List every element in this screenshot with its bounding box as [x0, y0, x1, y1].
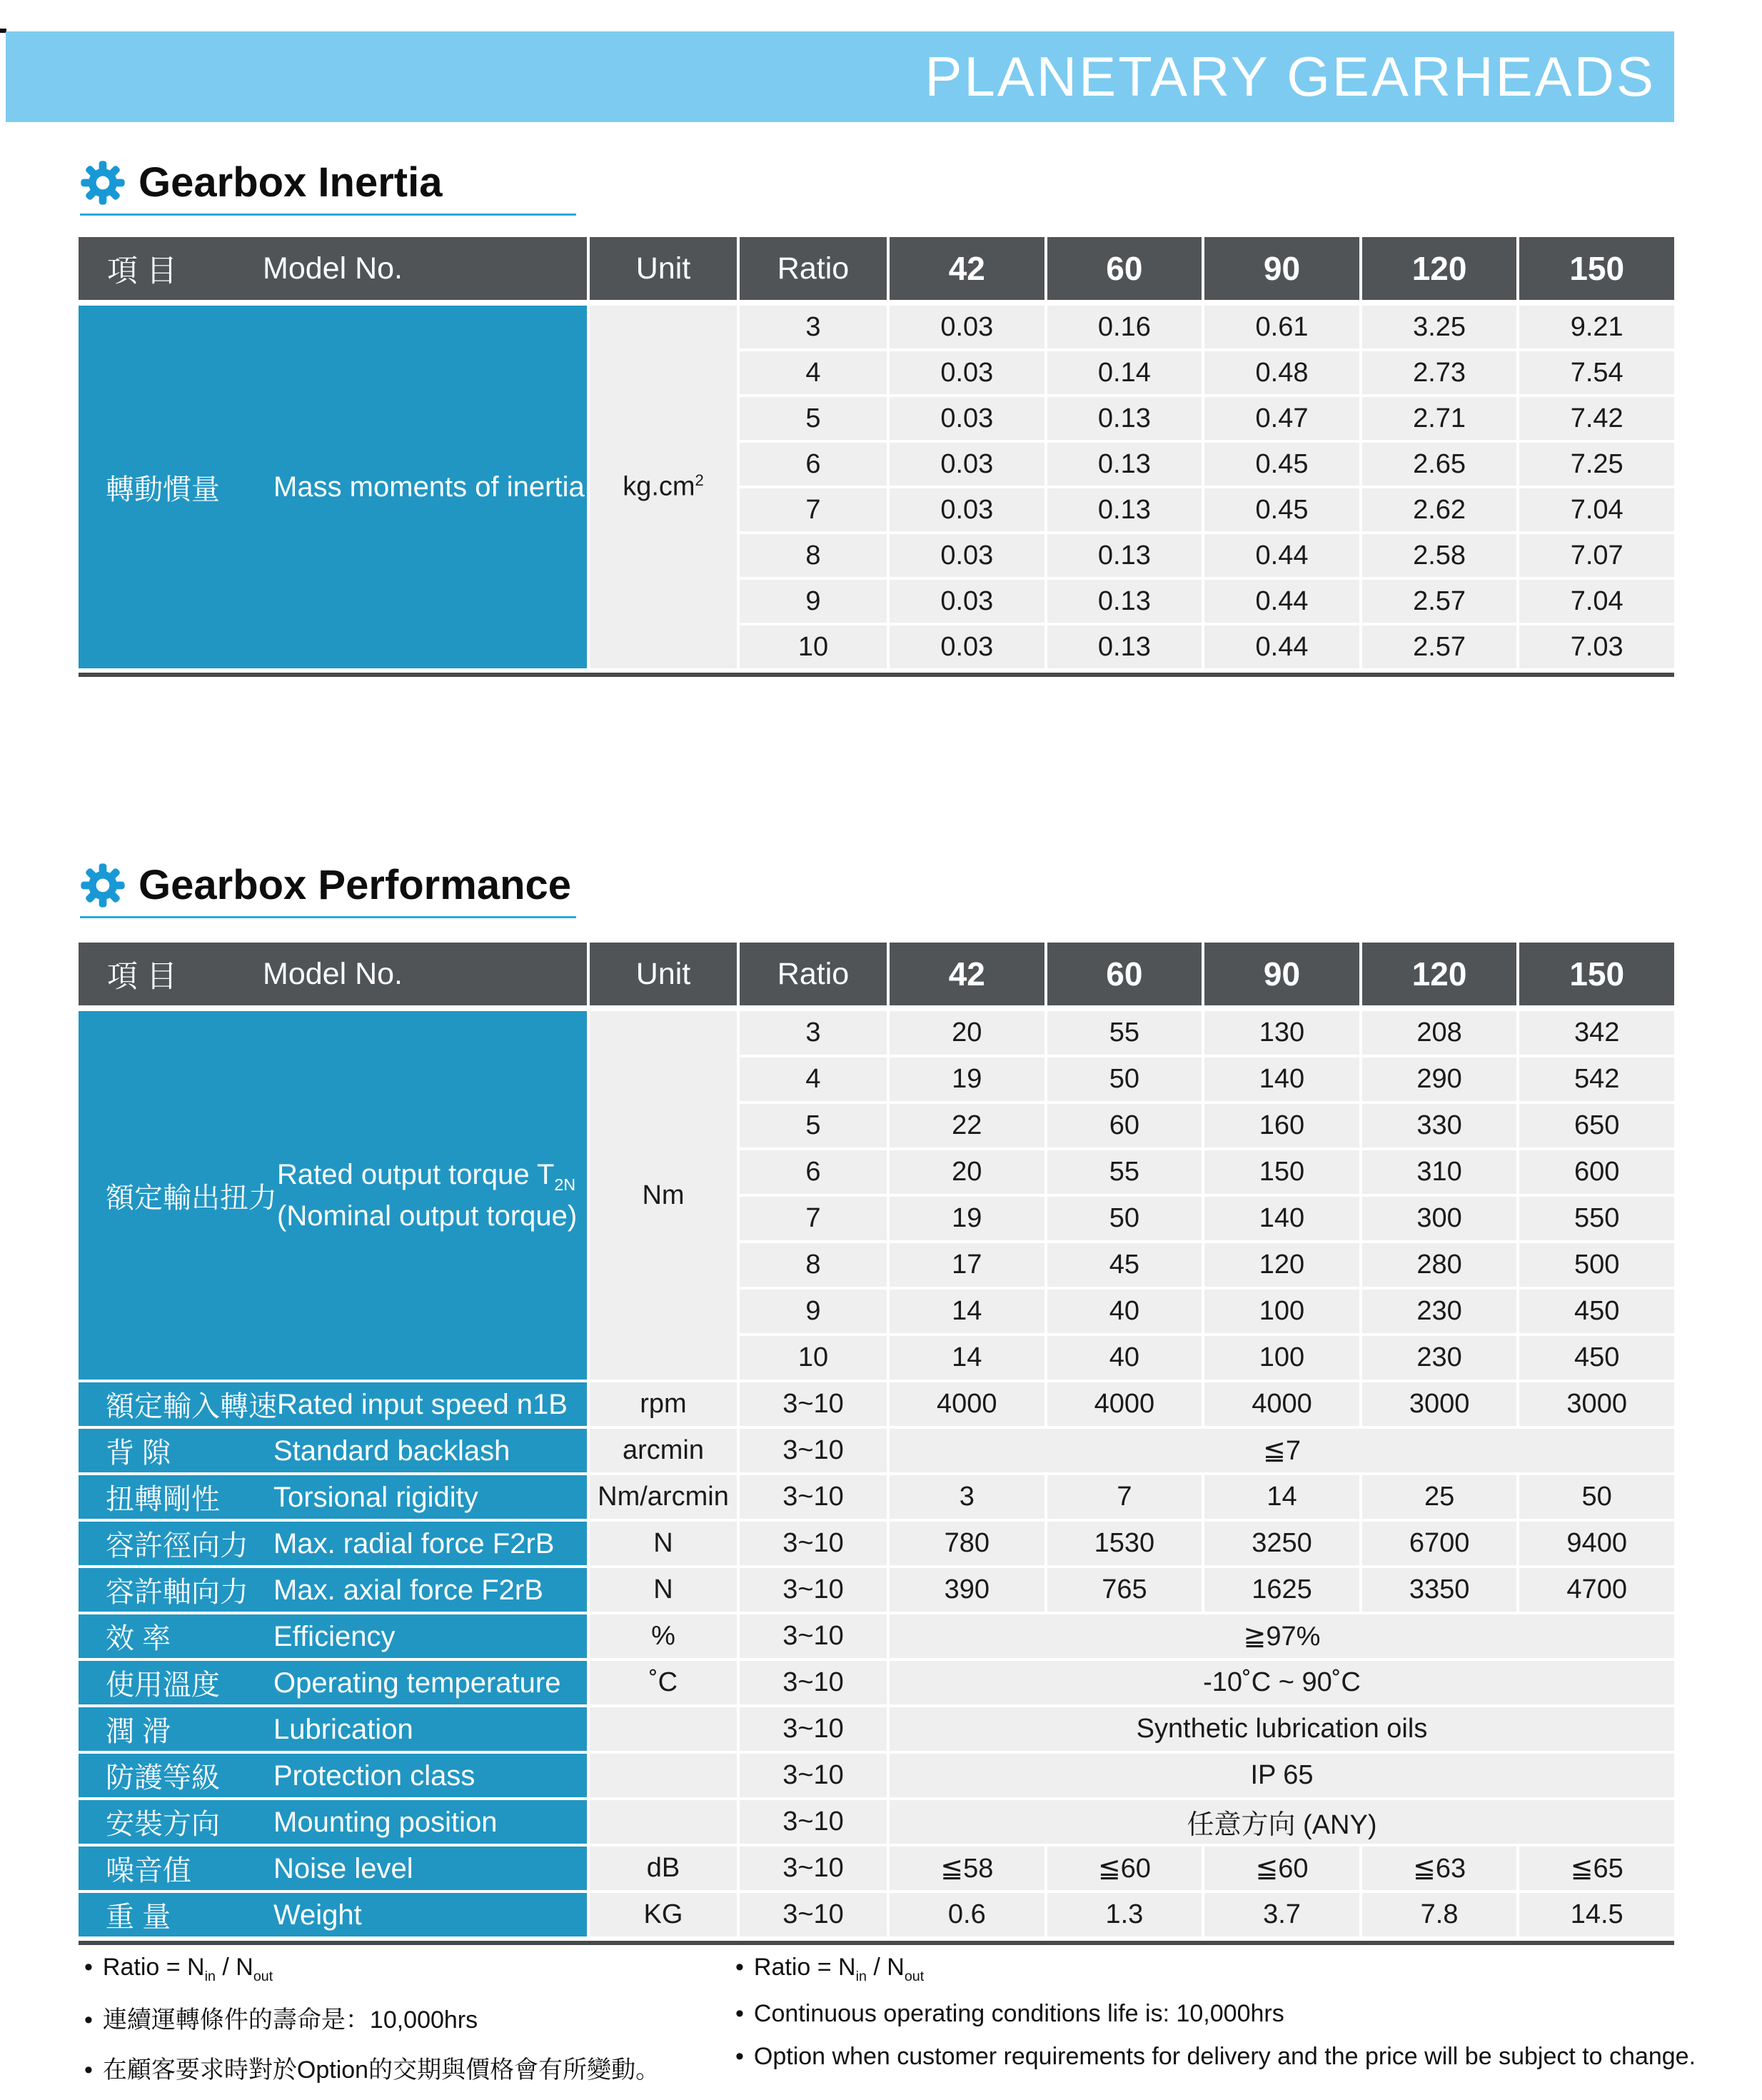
value-cell: 4000 — [1204, 1382, 1359, 1426]
value-cell: 7.42 — [1519, 397, 1674, 440]
value-cell: ≦58 — [890, 1847, 1044, 1890]
ratio-cell: 4 — [740, 351, 887, 394]
value-cell: 0.45 — [1204, 488, 1359, 531]
ratio-cell: 3~10 — [740, 1893, 887, 1936]
value-cell: 19 — [890, 1197, 1044, 1240]
ratio-cell: 6 — [740, 443, 887, 486]
unit-cell — [590, 1800, 737, 1844]
value-cell: 0.13 — [1047, 580, 1202, 623]
ratio-cell: 5 — [740, 1104, 887, 1147]
value-cell-span: 任意方向 (ANY) — [890, 1800, 1674, 1844]
section-performance-heading — [80, 861, 576, 918]
footnote: • Continuous operating conditions life is: 10,000hrs — [735, 1999, 1284, 2027]
footnote: • Option when customer requirements for delivery and the price will be subject to change. — [735, 2042, 1696, 2070]
footnotes-left — [84, 1954, 660, 2100]
value-cell: 0.13 — [1047, 626, 1202, 668]
value-cell: 0.03 — [890, 534, 1044, 577]
row-label-torque — [79, 1011, 587, 1380]
value-cell: 40 — [1047, 1290, 1202, 1333]
inertia-table — [79, 237, 1674, 677]
value-cell: ≦60 — [1204, 1847, 1359, 1890]
value-cell: 0.6 — [890, 1893, 1044, 1936]
value-cell: 0.03 — [890, 443, 1044, 486]
row-label-rigidity: 扭轉剛性 Torsional rigidity — [79, 1475, 587, 1519]
unit-cell: % — [590, 1614, 737, 1658]
ratio-cell: 3~10 — [740, 1568, 887, 1612]
value-cell: 0.13 — [1047, 534, 1202, 577]
ratio-cell: 3~10 — [740, 1614, 887, 1658]
ratio-cell: 10 — [740, 1336, 887, 1380]
value-cell: 7.03 — [1519, 626, 1674, 668]
section-title: Gearbox Performance — [139, 862, 572, 908]
heading-underline — [80, 213, 576, 216]
ratio-cell: 3 — [740, 1011, 887, 1055]
row-label-lubrication: 潤 滑 Lubrication — [79, 1707, 587, 1751]
value-cell: 450 — [1519, 1336, 1674, 1380]
inertia-table-body — [79, 306, 1674, 668]
value-cell: 310 — [1362, 1150, 1517, 1194]
ratio-cell: 3~10 — [740, 1847, 887, 1890]
ratio-cell: 5 — [740, 397, 887, 440]
row-label-noise: 噪音值 Noise level — [79, 1847, 587, 1890]
ratio-cell: 3~10 — [740, 1800, 887, 1844]
row-label-en: Rated output torque $T_{2N}$ (Nominal output torque) — [277, 1159, 578, 1232]
value-cell: 50 — [1519, 1475, 1674, 1519]
value-cell: 2.58 — [1362, 534, 1517, 577]
value-cell: 130 — [1204, 1011, 1359, 1055]
value-cell: 19 — [890, 1057, 1044, 1101]
ratio-cell: 10 — [740, 626, 887, 668]
value-cell: 0.48 — [1204, 351, 1359, 394]
value-cell-span: -10˚C ~ 90˚C — [890, 1661, 1674, 1704]
performance-table-header — [79, 943, 1674, 1005]
value-cell: 3.25 — [1362, 306, 1517, 348]
row-label-mounting: 安裝方向 Mounting position — [79, 1800, 587, 1844]
value-cell: 7.04 — [1519, 488, 1674, 531]
value-cell: 542 — [1519, 1057, 1674, 1101]
value-cell: 1530 — [1047, 1522, 1202, 1565]
footnote: • Ratio = $N_{in} / N_{out}$ — [84, 1954, 273, 1984]
row-label-protection: 防護等級 Protection class — [79, 1754, 587, 1797]
value-cell: 2.62 — [1362, 488, 1517, 531]
unit-cell: $kg.cm^2$ — [590, 306, 737, 668]
value-cell: 3000 — [1362, 1382, 1517, 1426]
value-cell-span: Synthetic lubrication oils — [890, 1707, 1674, 1751]
value-cell: 208 — [1362, 1011, 1517, 1055]
ratio-cell: 6 — [740, 1150, 887, 1194]
unit-cell: arcmin — [590, 1429, 737, 1472]
value-cell: 2.65 — [1362, 443, 1517, 486]
value-cell: 4000 — [890, 1382, 1044, 1426]
ratio-cell: 3~10 — [740, 1429, 887, 1472]
col-header-150: 150 — [1519, 237, 1674, 300]
unit-cell: N — [590, 1568, 737, 1612]
value-cell: 0.16 — [1047, 306, 1202, 348]
row-label-weight: 重 量 Weight — [79, 1893, 587, 1936]
value-cell: 9.21 — [1519, 306, 1674, 348]
row-label-cn: 轉動慣量 — [106, 473, 220, 506]
unit-cell: KG — [590, 1893, 737, 1936]
col-header-item-model — [79, 943, 587, 1005]
ratio-cell: 3~10 — [740, 1661, 887, 1704]
unit-cell — [590, 1754, 737, 1797]
value-cell-span: ≦7 — [890, 1429, 1674, 1472]
ratio-cell: 3 — [740, 306, 887, 348]
value-cell: 280 — [1362, 1243, 1517, 1287]
value-cell: 0.13 — [1047, 397, 1202, 440]
value-cell: 4700 — [1519, 1568, 1674, 1612]
value-cell: 290 — [1362, 1057, 1517, 1101]
col-header-150: 150 — [1519, 943, 1674, 1005]
section-inertia-heading — [80, 159, 576, 216]
table-bottom-rule — [79, 673, 1674, 677]
value-cell: 1625 — [1204, 1568, 1359, 1612]
gear-icon — [80, 160, 126, 206]
inertia-table-header — [79, 237, 1674, 300]
col-header-90: 90 — [1204, 237, 1359, 300]
value-cell: 0.13 — [1047, 443, 1202, 486]
value-cell: ≦63 — [1362, 1847, 1517, 1890]
value-cell: 14 — [890, 1290, 1044, 1333]
value-cell: 0.03 — [890, 626, 1044, 668]
value-cell: 7.07 — [1519, 534, 1674, 577]
value-cell: 0.13 — [1047, 488, 1202, 531]
value-cell: 230 — [1362, 1336, 1517, 1380]
value-cell: 14 — [1204, 1475, 1359, 1519]
value-cell: 14.5 — [1519, 1893, 1674, 1936]
ratio-cell: 9 — [740, 1290, 887, 1333]
value-cell: 765 — [1047, 1568, 1202, 1612]
value-cell: 100 — [1204, 1290, 1359, 1333]
page-banner — [6, 31, 1674, 122]
value-cell: 0.44 — [1204, 580, 1359, 623]
value-cell: 40 — [1047, 1336, 1202, 1380]
ratio-cell: 3~10 — [740, 1707, 887, 1751]
value-cell: 2.57 — [1362, 626, 1517, 668]
value-cell: 780 — [890, 1522, 1044, 1565]
value-cell: 3000 — [1519, 1382, 1674, 1426]
footnote: • Ratio = $N_{in} / N_{out}$ — [735, 1954, 925, 1984]
value-cell: 50 — [1047, 1197, 1202, 1240]
heading-underline — [80, 916, 576, 918]
value-cell: 0.03 — [890, 351, 1044, 394]
value-cell: 2.57 — [1362, 580, 1517, 623]
col-header-unit: Unit — [590, 237, 737, 300]
value-cell: 0.03 — [890, 397, 1044, 440]
value-cell: ≦60 — [1047, 1847, 1202, 1890]
value-cell: 3250 — [1204, 1522, 1359, 1565]
value-cell: 0.47 — [1204, 397, 1359, 440]
value-cell: 0.03 — [890, 580, 1044, 623]
row-label-cn: 額定輸出扭力 — [106, 1182, 277, 1214]
ratio-cell: 7 — [740, 1197, 887, 1240]
value-cell: 4000 — [1047, 1382, 1202, 1426]
col-header-90: 90 — [1204, 943, 1359, 1005]
value-cell: 0.14 — [1047, 351, 1202, 394]
col-header-item: 項 目 — [107, 959, 177, 994]
row-label-backlash: 背 隙 Standard backlash — [79, 1429, 587, 1472]
col-header-42: 42 — [890, 237, 1044, 300]
performance-table-body — [79, 1011, 1674, 1936]
value-cell: 2.73 — [1362, 351, 1517, 394]
unit-cell: Nm/arcmin — [590, 1475, 737, 1519]
value-cell: 100 — [1204, 1336, 1359, 1380]
value-cell: 14 — [890, 1336, 1044, 1380]
value-cell: 3350 — [1362, 1568, 1517, 1612]
value-cell: 650 — [1519, 1104, 1674, 1147]
col-header-item-model — [79, 237, 587, 300]
value-cell: 150 — [1204, 1150, 1359, 1194]
page-title: PLANETARY GEARHEADS — [925, 45, 1656, 108]
value-cell: 140 — [1204, 1057, 1359, 1101]
value-cell: 550 — [1519, 1197, 1674, 1240]
footnote: • 在顧客要求時對於Option的交期與價格會有所變動。 — [84, 2056, 660, 2084]
value-cell: 230 — [1362, 1290, 1517, 1333]
value-cell: 50 — [1047, 1057, 1202, 1101]
row-label-radial-force: 容許徑向力 Max. radial force F2rB — [79, 1522, 587, 1565]
value-cell: 3 — [890, 1475, 1044, 1519]
ratio-cell: 3~10 — [740, 1754, 887, 1797]
value-cell: 7.54 — [1519, 351, 1674, 394]
col-header-120: 120 — [1362, 943, 1517, 1005]
value-cell: 0.61 — [1204, 306, 1359, 348]
unit-cell: dB — [590, 1847, 737, 1890]
value-cell: 7.8 — [1362, 1893, 1517, 1936]
value-cell: 2.71 — [1362, 397, 1517, 440]
value-cell: 20 — [890, 1150, 1044, 1194]
ratio-cell: 8 — [740, 1243, 887, 1287]
col-header-60: 60 — [1047, 943, 1202, 1005]
unit-cell: ˚C — [590, 1661, 737, 1704]
col-header-60: 60 — [1047, 237, 1202, 300]
value-cell: 17 — [890, 1243, 1044, 1287]
row-label-axial-force: 容許軸向力 Max. axial force F2rB — [79, 1568, 587, 1612]
value-cell: 3.7 — [1204, 1893, 1359, 1936]
value-cell: 0.45 — [1204, 443, 1359, 486]
value-cell: 55 — [1047, 1011, 1202, 1055]
row-label-temperature: 使用溫度 Operating temperature — [79, 1661, 587, 1704]
value-cell: 160 — [1204, 1104, 1359, 1147]
col-header-item: 項 目 — [107, 253, 177, 288]
value-cell: 500 — [1519, 1243, 1674, 1287]
value-cell: 22 — [890, 1104, 1044, 1147]
ratio-cell: 4 — [740, 1057, 887, 1101]
value-cell: 7.25 — [1519, 443, 1674, 486]
col-header-unit: Unit — [590, 943, 737, 1005]
table-bottom-rule — [79, 1941, 1674, 1945]
ratio-cell: 3~10 — [740, 1522, 887, 1565]
ratio-cell: 7 — [740, 488, 887, 531]
unit-cell: rpm — [590, 1382, 737, 1426]
value-cell: ≦65 — [1519, 1847, 1674, 1890]
value-cell: 0.03 — [890, 488, 1044, 531]
value-cell: 55 — [1047, 1150, 1202, 1194]
value-cell: 0.44 — [1204, 626, 1359, 668]
row-label-en: Mass moments of inertia — [273, 471, 585, 503]
value-cell: 20 — [890, 1011, 1044, 1055]
row-label-efficiency: 效 率 Efficiency — [79, 1614, 587, 1658]
footnotes-right — [735, 1954, 1696, 2086]
value-cell-span: IP 65 — [890, 1754, 1674, 1797]
value-cell: 60 — [1047, 1104, 1202, 1147]
value-cell: 6700 — [1362, 1522, 1517, 1565]
gear-icon — [80, 863, 126, 908]
value-cell: 342 — [1519, 1011, 1674, 1055]
value-cell: 45 — [1047, 1243, 1202, 1287]
row-label-inertia — [79, 306, 587, 668]
row-label-input-speed: 額定輸入轉速 Rated input speed n1B — [79, 1382, 587, 1426]
value-cell: 600 — [1519, 1150, 1674, 1194]
value-cell: 300 — [1362, 1197, 1517, 1240]
value-cell: 120 — [1204, 1243, 1359, 1287]
col-header-model: Model No. — [263, 251, 403, 286]
ratio-cell: 3~10 — [740, 1475, 887, 1519]
ratio-cell: 9 — [740, 580, 887, 623]
col-header-ratio: Ratio — [740, 237, 887, 300]
ratio-cell: 8 — [740, 534, 887, 577]
value-cell-span: ≧97% — [890, 1614, 1674, 1658]
value-cell: 0.03 — [890, 306, 1044, 348]
value-cell: 330 — [1362, 1104, 1517, 1147]
unit-cell: Nm — [590, 1011, 737, 1380]
value-cell: 1.3 — [1047, 1893, 1202, 1936]
value-cell: 0.44 — [1204, 534, 1359, 577]
value-cell: 390 — [890, 1568, 1044, 1612]
ratio-cell: 3~10 — [740, 1382, 887, 1426]
value-cell: 9400 — [1519, 1522, 1674, 1565]
value-cell: 25 — [1362, 1475, 1517, 1519]
col-header-ratio: Ratio — [740, 943, 887, 1005]
unit-cell: N — [590, 1522, 737, 1565]
value-cell: 7 — [1047, 1475, 1202, 1519]
unit-cell — [590, 1707, 737, 1751]
performance-table — [79, 943, 1674, 1945]
value-cell: 450 — [1519, 1290, 1674, 1333]
footnote: • 連續運轉條件的壽命是：10,000hrs — [84, 2006, 478, 2034]
col-header-42: 42 — [890, 943, 1044, 1005]
col-header-model: Model No. — [263, 956, 403, 991]
value-cell: 7.04 — [1519, 580, 1674, 623]
col-header-120: 120 — [1362, 237, 1517, 300]
section-title: Gearbox Inertia — [139, 159, 443, 206]
value-cell: 140 — [1204, 1197, 1359, 1240]
